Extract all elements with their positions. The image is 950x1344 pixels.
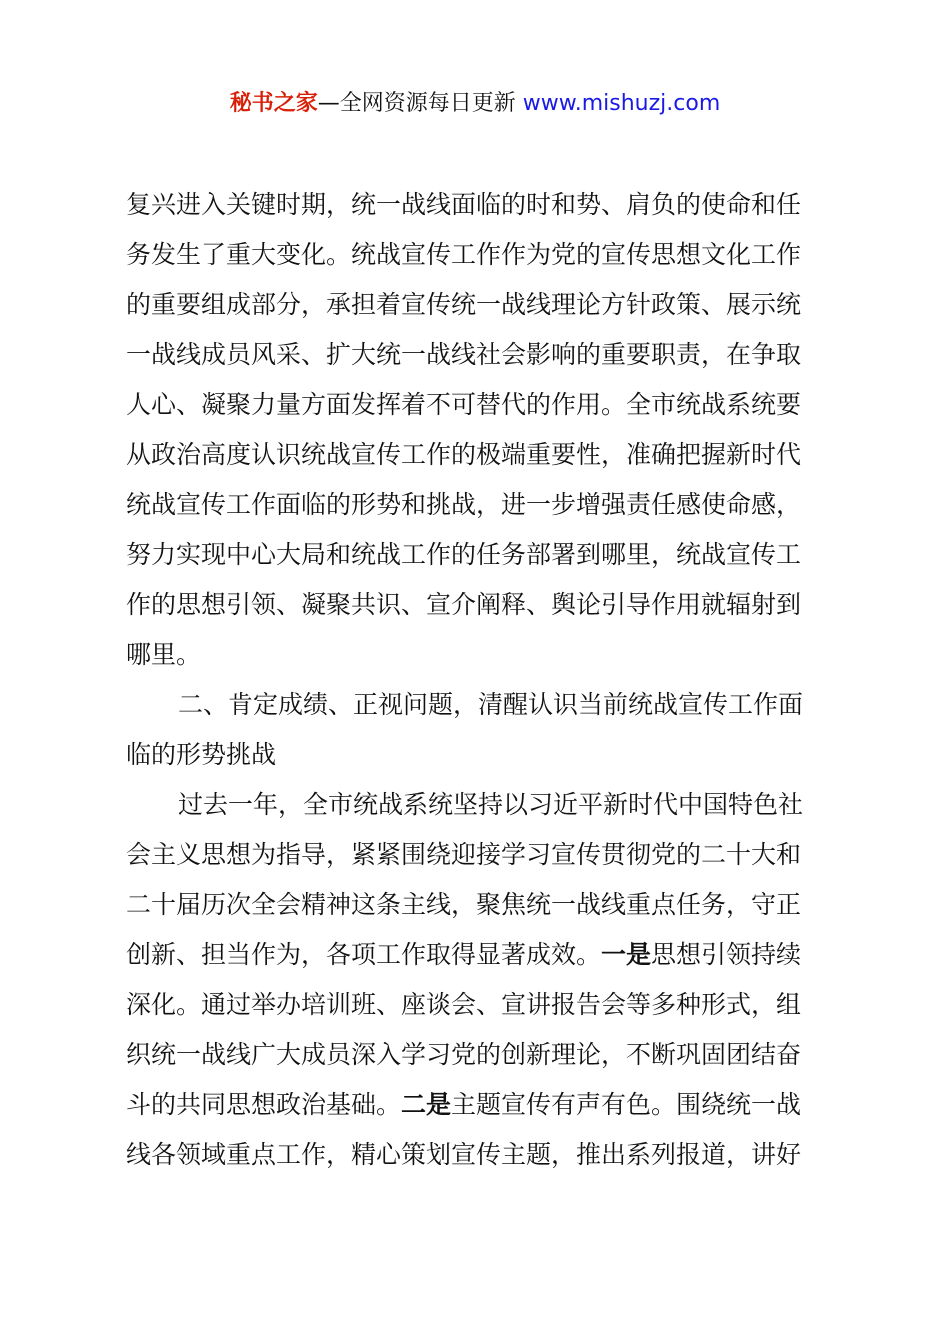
paragraph-2 [126,780,834,1180]
site-header [0,88,950,120]
emphasis-label: 一是 [601,940,652,969]
text-line: 一战线成员风采、扩大统一战线社会影响的重要职责，在争取 [126,340,802,369]
text-line: 作的思想引领、凝聚共识、宣介阐释、舆论引导作用就辐射到 [126,590,802,619]
section-heading-2 [126,680,834,780]
text-line: 二十届历次全会精神这条主线，聚焦统一战线重点任务，守正 [126,890,802,919]
text-line: 过去一年，全市统战系统坚持以习近平新时代中国特色社 [178,790,804,819]
document-body [126,180,834,1180]
text-line: 会主义思想为指导，紧紧围绕迎接学习宣传贯彻党的二十大和 [126,840,802,869]
text-line: 务发生了重大变化。统战宣传工作作为党的宣传思想文化工作 [126,240,802,269]
text-run: 斗的共同思想政治基础。 [126,1090,402,1119]
text-line: 深化。通过举办培训班、座谈会、宣讲报告会等多种形式，组 [126,990,802,1019]
text-line: 线各领域重点工作，精心策划宣传主题，推出系列报道，讲好 [126,1140,802,1169]
heading-line: 临的形势挑战 [126,740,277,769]
emphasis-label: 二是 [401,1090,452,1119]
text-line: 哪里。 [126,640,202,669]
heading-line: 二、肯定成绩、正视问题，清醒认识当前统战宣传工作面 [178,690,804,719]
text-line: 的重要组成部分，承担着宣传统一战线理论方针政策、展示统 [126,290,802,319]
header-tagline: —全网资源每日更新 [317,91,516,116]
text-line [126,930,834,980]
text-run: 主题宣传有声有色。围绕统一战 [451,1090,802,1119]
text-line [126,1080,834,1130]
text-line: 统战宣传工作面临的形势和挑战，进一步增强责任感使命感， [126,490,802,519]
paragraph-1 [126,180,834,680]
site-url-link[interactable]: www.mishuzj.com [522,91,721,116]
text-line: 织统一战线广大成员深入学习党的创新理论，不断巩固团结奋 [126,1040,802,1069]
text-run: 创新、担当作为，各项工作取得显著成效。 [126,940,602,969]
brand-name: 秘书之家 [229,91,318,116]
text-line: 努力实现中心大局和统战工作的任务部署到哪里，统战宣传工 [126,540,802,569]
text-run: 思想引领持续 [651,940,802,969]
text-line: 复兴进入关键时期，统一战线面临的时和势、肩负的使命和任 [126,190,802,219]
text-line: 从政治高度认识统战宣传工作的极端重要性，准确把握新时代 [126,440,802,469]
text-line: 人心、凝聚力量方面发挥着不可替代的作用。全市统战系统要 [126,390,802,419]
